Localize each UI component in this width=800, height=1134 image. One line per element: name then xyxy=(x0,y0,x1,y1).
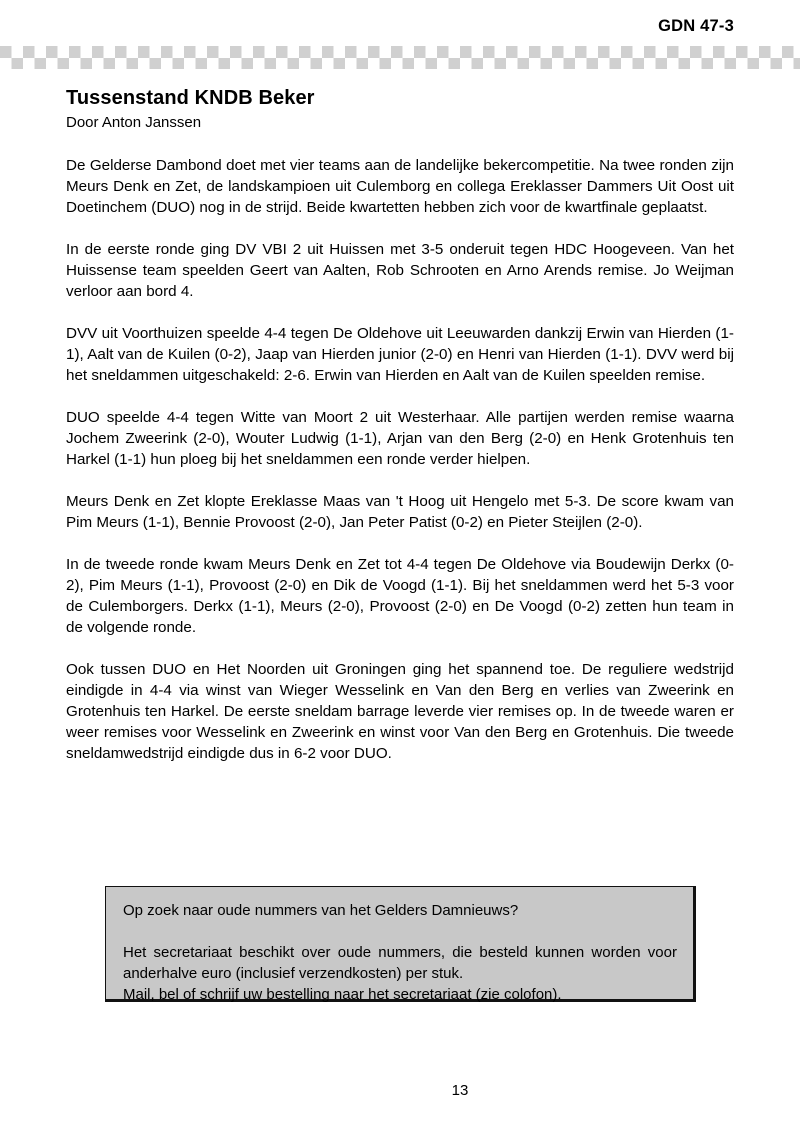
info-callout-box xyxy=(105,886,696,1002)
page-title: Tussenstand KNDB Beker xyxy=(66,87,315,109)
body-paragraph: In de tweede ronde kwam Meurs Denk en Zet tot 4-4 tegen De Oldehove via Boudewijn Derkx (0-2), Pim Meurs (1-1), Provoost (2-0) en Dik de Voogd (1-1). Bij het sneldammen werd het 5-3 voor de Culemborgers. Derkx (1-1), Meurs (2-0), Provoost (2-0) en De Voogd (0-2) zetten hun team in de volgende ronde. xyxy=(66,556,734,636)
article-body xyxy=(66,155,734,764)
info-callout-question: Op zoek naar oude nummers van het Gelders Damnieuws? xyxy=(123,902,519,919)
info-callout-body-line-1: Het secretariaat beschikt over oude nummers, die besteld kunnen worden voor anderhalve euro (inclusief verzendkosten) per stuk. xyxy=(123,944,677,982)
info-callout-content xyxy=(106,887,693,1005)
checker-row-bottom xyxy=(0,58,800,70)
body-paragraph: Meurs Denk en Zet klopte Ereklasse Maas van 't Hoog uit Hengelo met 5-3. De score kwam van Pim Meurs (1-1), Bennie Provoost (2-0), Jan Peter Patist (0-2) en Pieter Steijlen (2-0). xyxy=(66,493,734,531)
body-paragraph: Ook tussen DUO en Het Noorden uit Groningen ging het spannend toe. De reguliere wedstrijd eindigde in 4-4 via winst van Wieger Wesselink en Van den Berg en verlies van Zweerink en Grotenhuis ten Harkel. De eerste sneldam barrage leverde vier remises op. In de tweede waren er weer remises voor Wesselink en Zweerink en winst voor Van den Berg en Grotenhuis. Die tweede sneldamwedstrijd eindigde dus in 6-2 voor DUO. xyxy=(66,661,734,762)
body-paragraph: De Gelderse Dambond doet met vier teams aan de landelijke bekercompetitie. Na twee ronden zijn Meurs Denk en Zet, de landskampioen uit Culemborg en collega Ereklasser Dammers Uit Oost uit Doetinchem (DUO) nog in de strijd. Beide kwartetten hebben zich voor de kwartfinale geplaatst. xyxy=(66,157,734,216)
body-paragraph: DVV uit Voorthuizen speelde 4-4 tegen De Oldehove uit Leeuwarden dankzij Erwin van Hierden (1-1), Aalt van de Kuilen (0-2), Jaap van Hierden junior (2-0) en Henri van Hierden (1-1). DVV werd bij het sneldammen uitgeschakeld: 2-6. Erwin van Hierden en Aalt van de Kuilen speelden remise. xyxy=(66,325,734,384)
article-byline: Door Anton Janssen xyxy=(66,114,202,131)
issue-label: GDN 47-3 xyxy=(658,17,734,35)
body-paragraph: In de eerste ronde ging DV VBI 2 uit Huissen met 3-5 onderuit tegen HDC Hoogeveen. Van het Huissense team speelden Geert van Aalten, Rob Schrooten en Arno Arends remise. Jo Weijman verloor aan bord 4. xyxy=(66,241,734,300)
info-callout-body-line-2: Mail, bel of schrijf uw bestelling naar het secretariaat (zie colofon). xyxy=(123,986,562,1003)
article-heading-block xyxy=(66,86,734,132)
body-paragraph: DUO speelde 4-4 tegen Witte van Moort 2 uit Westerhaar. Alle partijen werden remise waarna Jochem Zweerink (2-0), Wouter Ludwig (1-1), Arjan van den Berg (2-0) en Henk Grotenhuis ten Harkel (1-1) hun ploeg bij het sneldammen een ronde verder hielpen. xyxy=(66,409,734,468)
page-number: 13 xyxy=(451,1082,469,1099)
checkerboard-band-icon xyxy=(0,46,800,69)
checker-row-top xyxy=(0,46,800,58)
